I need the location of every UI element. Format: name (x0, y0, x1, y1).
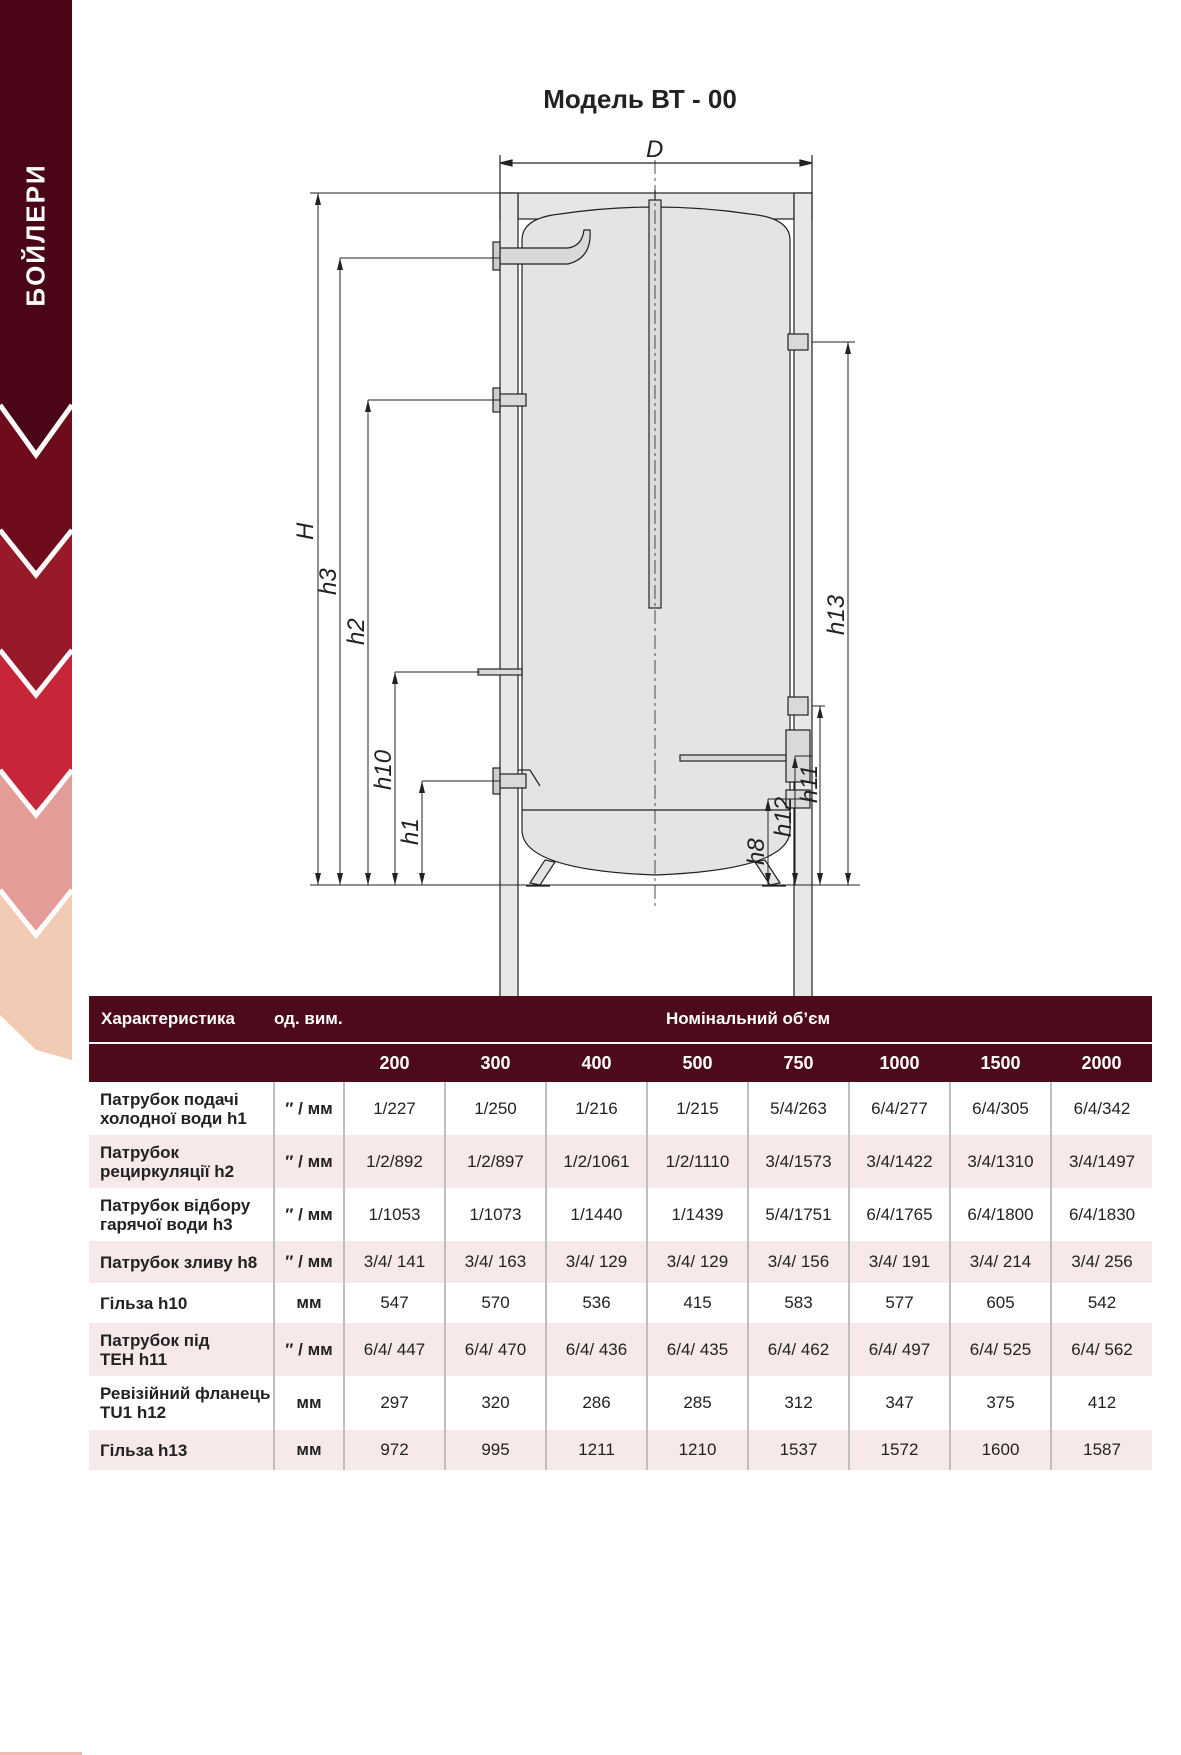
row-characteristic-line1: Патрубок (100, 1142, 180, 1162)
row-value: 570 (445, 1283, 546, 1323)
row-characteristic (89, 1135, 274, 1188)
row-characteristic-line1: Патрубок відбору (100, 1195, 251, 1215)
label-h1: h1 (397, 818, 424, 845)
row-value: 6/4/1830 (1051, 1188, 1152, 1241)
row-value: 3/4/1422 (849, 1135, 950, 1188)
row-value: 1572 (849, 1430, 950, 1470)
table-row (89, 1082, 1152, 1135)
row-value: 547 (344, 1283, 445, 1323)
row-value: 1/216 (546, 1082, 647, 1135)
table-row (89, 1323, 1152, 1376)
row-value: 3/4/ 129 (647, 1241, 748, 1283)
row-value: 1587 (1051, 1430, 1152, 1470)
table-body (89, 1082, 1152, 1470)
volume-header-row (89, 1043, 1152, 1082)
row-value: 3/4/ 191 (849, 1241, 950, 1283)
label-h12: h12 (770, 796, 797, 837)
page-title: Модель ВТ - 00 (543, 84, 737, 114)
row-value: 6/4/ 470 (445, 1323, 546, 1376)
row-value: 3/4/ 129 (546, 1241, 647, 1283)
row-value: 1/250 (445, 1082, 546, 1135)
row-value: 583 (748, 1283, 849, 1323)
row-value: 536 (546, 1283, 647, 1323)
volume-header: 2000 (1051, 1043, 1152, 1082)
row-value: 6/4/305 (950, 1082, 1051, 1135)
row-characteristic (89, 1241, 274, 1283)
row-value: 1/1053 (344, 1188, 445, 1241)
row-value: 297 (344, 1376, 445, 1430)
row-unit: ″ / мм (274, 1188, 344, 1241)
row-value: 5/4/1751 (748, 1188, 849, 1241)
table-row (89, 1241, 1152, 1283)
boiler-drawing (292, 130, 980, 925)
row-characteristic-line1: Гільза h13 (100, 1440, 188, 1460)
row-value: 6/4/ 435 (647, 1323, 748, 1376)
row-value: 320 (445, 1376, 546, 1430)
header-nominal-volume: Номінальний об’єм (344, 996, 1152, 1043)
row-value: 1/1440 (546, 1188, 647, 1241)
row-value: 3/4/1497 (1051, 1135, 1152, 1188)
row-value: 6/4/342 (1051, 1082, 1152, 1135)
row-value: 1/2/892 (344, 1135, 445, 1188)
label-h13: h13 (823, 594, 850, 635)
label-h3: h3 (315, 568, 342, 595)
specifications-table (89, 996, 1152, 1470)
row-value: 3/4/ 256 (1051, 1241, 1152, 1283)
row-value: 3/4/ 141 (344, 1241, 445, 1283)
row-value: 542 (1051, 1283, 1152, 1323)
label-D: D (646, 136, 664, 163)
volume-header: 1000 (849, 1043, 950, 1082)
volume-header-spacer (274, 1043, 344, 1082)
table-row (89, 1188, 1152, 1241)
table-row (89, 1376, 1152, 1430)
row-value: 1537 (748, 1430, 849, 1470)
row-characteristic (89, 1082, 274, 1135)
table-row (89, 1430, 1152, 1470)
row-value: 1/227 (344, 1082, 445, 1135)
row-value: 285 (647, 1376, 748, 1430)
row-characteristic-line1: Патрубок зливу h8 (100, 1252, 258, 1272)
label-h8: h8 (743, 838, 770, 865)
row-unit: мм (274, 1283, 344, 1323)
header-unit: од. вим. (274, 996, 344, 1043)
row-value: 605 (950, 1283, 1051, 1323)
row-unit: мм (274, 1430, 344, 1470)
row-value: 1/2/897 (445, 1135, 546, 1188)
row-value: 1/2/1110 (647, 1135, 748, 1188)
row-characteristic-line1: Патрубок під (100, 1330, 210, 1350)
table-header-row (89, 996, 1152, 1043)
row-characteristic (89, 1188, 274, 1241)
label-H: H (292, 522, 319, 540)
row-value: 1211 (546, 1430, 647, 1470)
row-value: 1/215 (647, 1082, 748, 1135)
row-value: 5/4/263 (748, 1082, 849, 1135)
row-value: 6/4/ 462 (748, 1323, 849, 1376)
volume-header: 750 (748, 1043, 849, 1082)
row-value: 1210 (647, 1430, 748, 1470)
row-value: 3/4/1310 (950, 1135, 1051, 1188)
row-value: 1/1439 (647, 1188, 748, 1241)
row-value: 1/1073 (445, 1188, 546, 1241)
row-characteristic (89, 1376, 274, 1430)
row-value: 347 (849, 1376, 950, 1430)
label-h10: h10 (370, 749, 397, 790)
row-value: 6/4/ 447 (344, 1323, 445, 1376)
row-value: 312 (748, 1376, 849, 1430)
boiler-schematic (292, 130, 980, 920)
row-characteristic-line1: Гільза h10 (100, 1293, 188, 1313)
row-value: 3/4/1573 (748, 1135, 849, 1188)
row-value: 6/4/ 562 (1051, 1323, 1152, 1376)
header-characteristic: Характеристика (89, 996, 274, 1043)
row-value: 286 (546, 1376, 647, 1430)
row-characteristic-line1: Патрубок подачі (100, 1089, 239, 1109)
row-value: 412 (1051, 1376, 1152, 1430)
volume-header: 300 (445, 1043, 546, 1082)
volume-header: 400 (546, 1043, 647, 1082)
row-value: 415 (647, 1283, 748, 1323)
volume-header: 1500 (950, 1043, 1051, 1082)
row-value: 972 (344, 1430, 445, 1470)
row-value: 3/4/ 163 (445, 1241, 546, 1283)
volume-header-spacer (89, 1043, 274, 1082)
row-value: 6/4/ 525 (950, 1323, 1051, 1376)
table-row (89, 1135, 1152, 1188)
chevron-bands (0, 0, 72, 1060)
label-h11: h11 (796, 764, 823, 803)
row-characteristic-line2: рециркуляції h2 (100, 1161, 235, 1181)
row-unit: ″ / мм (274, 1323, 344, 1376)
row-characteristic (89, 1430, 274, 1470)
row-value: 577 (849, 1283, 950, 1323)
row-value: 1/2/1061 (546, 1135, 647, 1188)
row-unit: ″ / мм (274, 1082, 344, 1135)
row-characteristic-line2: TU1 h12 (100, 1403, 167, 1422)
volume-header: 500 (647, 1043, 748, 1082)
volume-header: 200 (344, 1043, 445, 1082)
label-h2: h2 (343, 618, 370, 645)
sidebar-label: БОЙЛЕРИ (20, 163, 51, 307)
row-characteristic-line1: Ревізійний фланець (100, 1384, 271, 1403)
row-unit: мм (274, 1376, 344, 1430)
row-characteristic-line2: гарячої води h3 (100, 1214, 233, 1234)
row-characteristic-line2: ТЕН h11 (100, 1349, 168, 1369)
row-value: 375 (950, 1376, 1051, 1430)
row-characteristic-line2: холодної води h1 (100, 1108, 247, 1128)
table-row (89, 1283, 1152, 1323)
row-value: 6/4/277 (849, 1082, 950, 1135)
sidebar-banner (0, 0, 72, 1060)
row-value: 6/4/ 436 (546, 1323, 647, 1376)
row-value: 1600 (950, 1430, 1051, 1470)
row-characteristic (89, 1323, 274, 1376)
row-unit: ″ / мм (274, 1241, 344, 1283)
row-value: 6/4/ 497 (849, 1323, 950, 1376)
row-characteristic (89, 1283, 274, 1323)
row-value: 6/4/1765 (849, 1188, 950, 1241)
row-value: 3/4/ 156 (748, 1241, 849, 1283)
row-value: 995 (445, 1430, 546, 1470)
row-value: 3/4/ 214 (950, 1241, 1051, 1283)
row-unit: ″ / мм (274, 1135, 344, 1188)
row-value: 6/4/1800 (950, 1188, 1051, 1241)
